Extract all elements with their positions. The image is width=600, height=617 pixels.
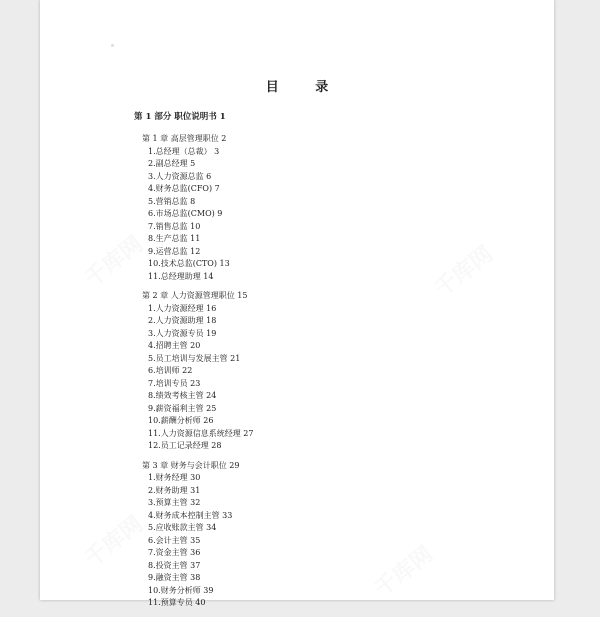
scan-speck: [111, 44, 114, 47]
toc-entry[interactable]: 6.会计主管 35: [148, 535, 201, 545]
toc-entry[interactable]: 1.人力资源经理 16: [148, 303, 217, 313]
chapter-list: [142, 133, 472, 617]
toc-entry[interactable]: 10.薪酬分析师 26: [148, 416, 214, 425]
chapter-section: [142, 290, 472, 453]
toc-entry[interactable]: 2.财务助理 31: [148, 485, 201, 495]
toc-entry[interactable]: 10.财务分析师 39: [148, 585, 214, 595]
chapter-heading[interactable]: 第 2 章 人力资源管理职位 15: [142, 291, 248, 300]
toc-entry[interactable]: 5.营销总监 8: [148, 196, 196, 206]
chapter-heading[interactable]: 第 1 章 高层管理职位 2: [142, 134, 227, 143]
watermark: 千库网: [80, 511, 148, 573]
toc-entry[interactable]: 2.人力资源助理 18: [148, 316, 217, 325]
toc-entry[interactable]: 7.培训专员 23: [148, 378, 201, 388]
chapter-section: [142, 133, 472, 283]
toc-entry[interactable]: 8.投资主管 37: [148, 560, 201, 570]
toc-entry[interactable]: 8.生产总监 11: [148, 234, 201, 243]
toc-entry[interactable]: 1.财务经理 30: [148, 473, 201, 482]
toc-entry[interactable]: 4.财务成本控制主管 33: [148, 510, 233, 520]
part-heading: 第 1 部分 职位说明书 1: [134, 112, 226, 122]
chapter-section: [142, 460, 472, 610]
toc-entry[interactable]: 7.资金主管 36: [148, 548, 201, 557]
toc-entry[interactable]: 3.人力资源总监 6: [148, 171, 212, 181]
toc-entry[interactable]: 3.人力资源专员 19: [148, 328, 217, 338]
toc-entry[interactable]: 9.薪资福利主管 25: [148, 403, 217, 413]
toc-entry[interactable]: 11.预算专员 40: [148, 598, 206, 607]
toc-entry[interactable]: 2.副总经理 5: [148, 159, 196, 168]
toc-entry[interactable]: 1.总经理（总裁） 3: [148, 146, 220, 156]
toc-title: 目 录: [265, 80, 345, 95]
toc-entry[interactable]: 6.培训师 22: [148, 366, 193, 375]
toc-entry[interactable]: 4.财务总监(CFO) 7: [148, 184, 220, 193]
toc-entry[interactable]: 11.人力资源信息系统经理 27: [148, 428, 254, 438]
toc-entry[interactable]: 11.总经理助理 14: [148, 271, 214, 281]
document-page: [40, 0, 554, 607]
toc-entry[interactable]: 4.招聘主管 20: [148, 341, 201, 350]
toc-entry[interactable]: 7.销售总监 10: [148, 221, 201, 231]
toc-entry[interactable]: 12.员工记录经理 28: [148, 441, 222, 450]
toc-entry[interactable]: 9.融资主管 38: [148, 573, 201, 582]
toc-entry[interactable]: 5.应收账款主管 34: [148, 523, 217, 532]
watermark: 千库网: [430, 241, 498, 303]
toc-entry[interactable]: 3.预算主管 32: [148, 498, 201, 507]
toc-entry[interactable]: 10.技术总监(CTO) 13: [148, 259, 230, 268]
toc-entry[interactable]: 5.员工培训与发展主管 21: [148, 353, 241, 363]
chapter-heading[interactable]: 第 3 章 财务与会计职位 29: [142, 460, 240, 470]
watermark: 千库网: [80, 231, 148, 293]
toc-entry[interactable]: 8.绩效考核主管 24: [148, 391, 217, 400]
watermark: 千库网: [370, 541, 438, 603]
toc-entry[interactable]: 6.市场总监(CMO) 9: [148, 209, 223, 218]
toc-entry[interactable]: 9.运营总监 12: [148, 246, 201, 256]
